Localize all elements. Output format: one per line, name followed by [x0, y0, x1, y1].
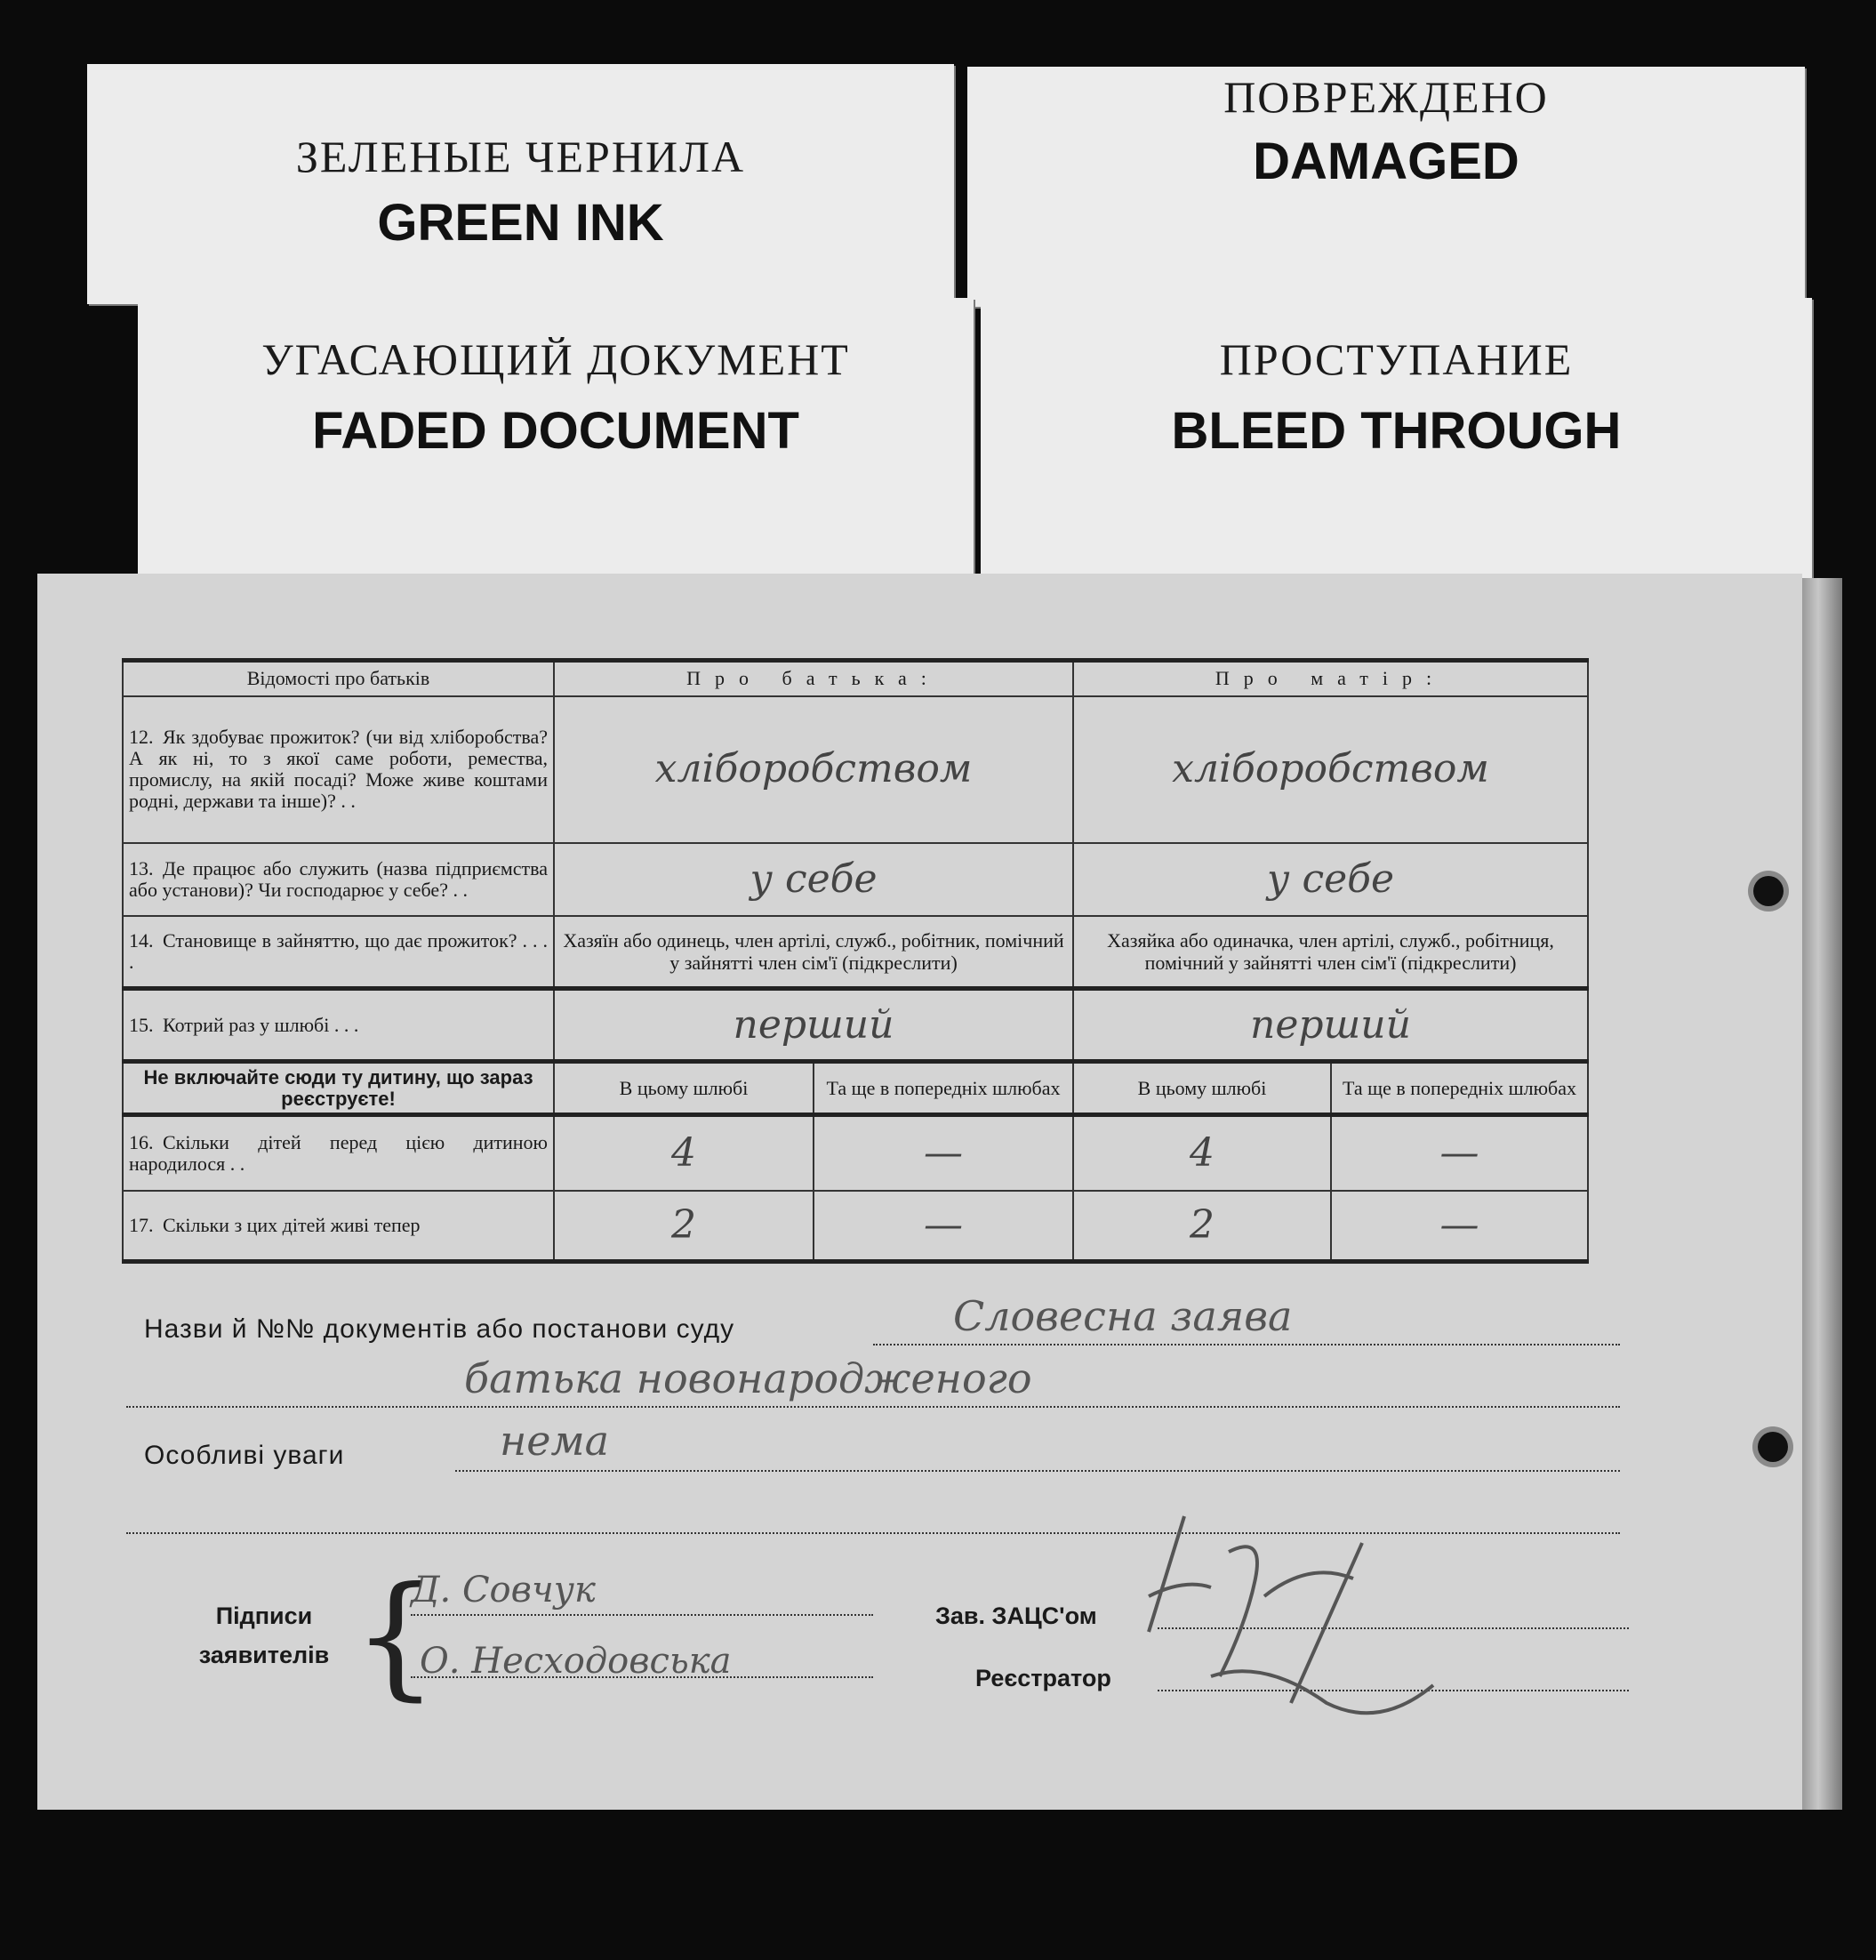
question-13-text: Де працює або служить (назва підприємства або установи)? Чи господарює у себе? . .: [129, 856, 548, 901]
label-damaged-ru: ПОВРЕЖДЕНО: [1223, 72, 1549, 122]
question-12: [123, 696, 554, 843]
father-marriage-count: перший: [554, 989, 1073, 1062]
remarks-dotline-1: [455, 1470, 1620, 1472]
signatures-brace: {: [353, 1559, 438, 1714]
applicant-dotline-2: [411, 1676, 873, 1678]
question-17-text: Скільки з цих дітей живі тепер: [163, 1213, 421, 1236]
question-12-text: Як здобуває прожиток? (чи від хліборобства? А як ні, то з якої саме роботи, ремества, промислу, на якій посаді? Може живе коштами родні, держави та інше)? . .: [129, 726, 548, 812]
label-green-ink-en: GREEN INK: [377, 194, 664, 252]
question-13: [123, 843, 554, 916]
remarks-label: Особливі уваги: [144, 1441, 345, 1470]
label-card-green-ink: [87, 64, 954, 304]
parents-info-table: [122, 658, 1589, 1264]
mother-marriage-count: перший: [1073, 989, 1588, 1062]
label-card-faded: [138, 298, 974, 582]
label-green-ink-ru: ЗЕЛЕНЫЕ ЧЕРНИЛА: [295, 132, 746, 181]
question-15: [123, 989, 554, 1062]
label-damaged-en: DAMAGED: [1253, 133, 1519, 190]
father-children-born-this: 4: [554, 1115, 814, 1191]
mother-employment-options: Хазяйка або одиначка, член артілі, служб., робітниця, помічний у зайнятті член сім'ї (підкреслити): [1073, 916, 1588, 989]
applicant-signature-1: Д. Совчук: [411, 1570, 596, 1611]
header-mother: Про матір:: [1073, 661, 1588, 696]
question-16-num: 16.: [129, 1130, 154, 1153]
father-children-born-prev: —: [814, 1115, 1073, 1191]
label-bleed-en: BLEED THROUGH: [1171, 402, 1622, 460]
punch-hole-1: [1753, 876, 1784, 906]
father-workplace: у себе: [554, 843, 1073, 916]
sheet-edge: [1802, 578, 1842, 1810]
header-parents-info: Відомості про батьків: [123, 661, 554, 696]
documents-label: Назви й №№ документів або постанови суду: [144, 1314, 735, 1344]
question-14: [123, 916, 554, 989]
applicant-dotline-1: [411, 1614, 873, 1616]
label-card-damaged: [967, 67, 1805, 307]
question-17-num: 17.: [129, 1213, 154, 1236]
question-16-text: Скільки дітей перед цією дитиною народилося . .: [129, 1130, 548, 1175]
mother-sub-prev-marriages: Та ще в попередніх шлюбах: [1331, 1062, 1588, 1115]
question-15-text: Котрий раз у шлюбі . . .: [163, 1013, 359, 1036]
header-father: Про батька:: [554, 661, 1073, 696]
applicant-signature-2: О. Несходовська: [420, 1641, 732, 1682]
father-employment-options: Хазяїн або одинець, член артілі, служб., робітник, помічний у зайнятті член сім'ї (підкреслити): [554, 916, 1073, 989]
official-signature-scribble: [1131, 1498, 1504, 1747]
documents-handwritten-1: Словесна заява: [953, 1292, 1293, 1340]
label-card-bleed-through: [981, 298, 1812, 582]
question-14-num: 14.: [129, 928, 154, 952]
punch-hole-2: [1758, 1432, 1788, 1462]
documents-dotline-1: [873, 1344, 1620, 1345]
registrar-label: Реєстратор: [975, 1665, 1111, 1691]
applicants-signatures-label: Підписи заявителів: [198, 1603, 330, 1668]
remarks-handwritten: нема: [500, 1417, 610, 1465]
registration-form-sheet: [37, 574, 1802, 1810]
father-children-alive-prev: —: [814, 1191, 1073, 1262]
father-children-alive-this: 2: [554, 1191, 814, 1262]
mother-children-alive-this: 2: [1073, 1191, 1331, 1262]
father-livelihood: хліборобством: [554, 696, 1073, 843]
mother-workplace: у себе: [1073, 843, 1588, 916]
question-15-num: 15.: [129, 1013, 154, 1036]
mother-livelihood: хліборобством: [1073, 696, 1588, 843]
zags-head-label: Зав. ЗАЦС'ом: [935, 1603, 1097, 1629]
mother-children-born-prev: —: [1331, 1115, 1588, 1191]
father-sub-prev-marriages: Та ще в попередніх шлюбах: [814, 1062, 1073, 1115]
documents-dotline-2: [126, 1406, 1620, 1408]
label-bleed-ru: ПРОСТУПАНИЕ: [1219, 334, 1574, 384]
question-14-text: Становище в зайняттю, що дає прожиток? . . . .: [129, 928, 548, 973]
question-12-num: 12.: [129, 726, 154, 748]
question-17: [123, 1191, 554, 1262]
mother-children-born-this: 4: [1073, 1115, 1331, 1191]
documents-handwritten-2: батька новонародженого: [464, 1354, 1032, 1402]
label-faded-ru: УГАСАЮЩИЙ ДОКУМЕНТ: [261, 334, 850, 384]
children-note: Не включайте сюди ту дитину, що зараз реєструєте!: [123, 1062, 554, 1115]
question-16: [123, 1115, 554, 1191]
mother-sub-this-marriage: В цьому шлюбі: [1073, 1062, 1331, 1115]
mother-children-alive-prev: —: [1331, 1191, 1588, 1262]
question-13-num: 13.: [129, 856, 154, 880]
label-faded-en: FADED DOCUMENT: [312, 402, 799, 460]
father-sub-this-marriage: В цьому шлюбі: [554, 1062, 814, 1115]
